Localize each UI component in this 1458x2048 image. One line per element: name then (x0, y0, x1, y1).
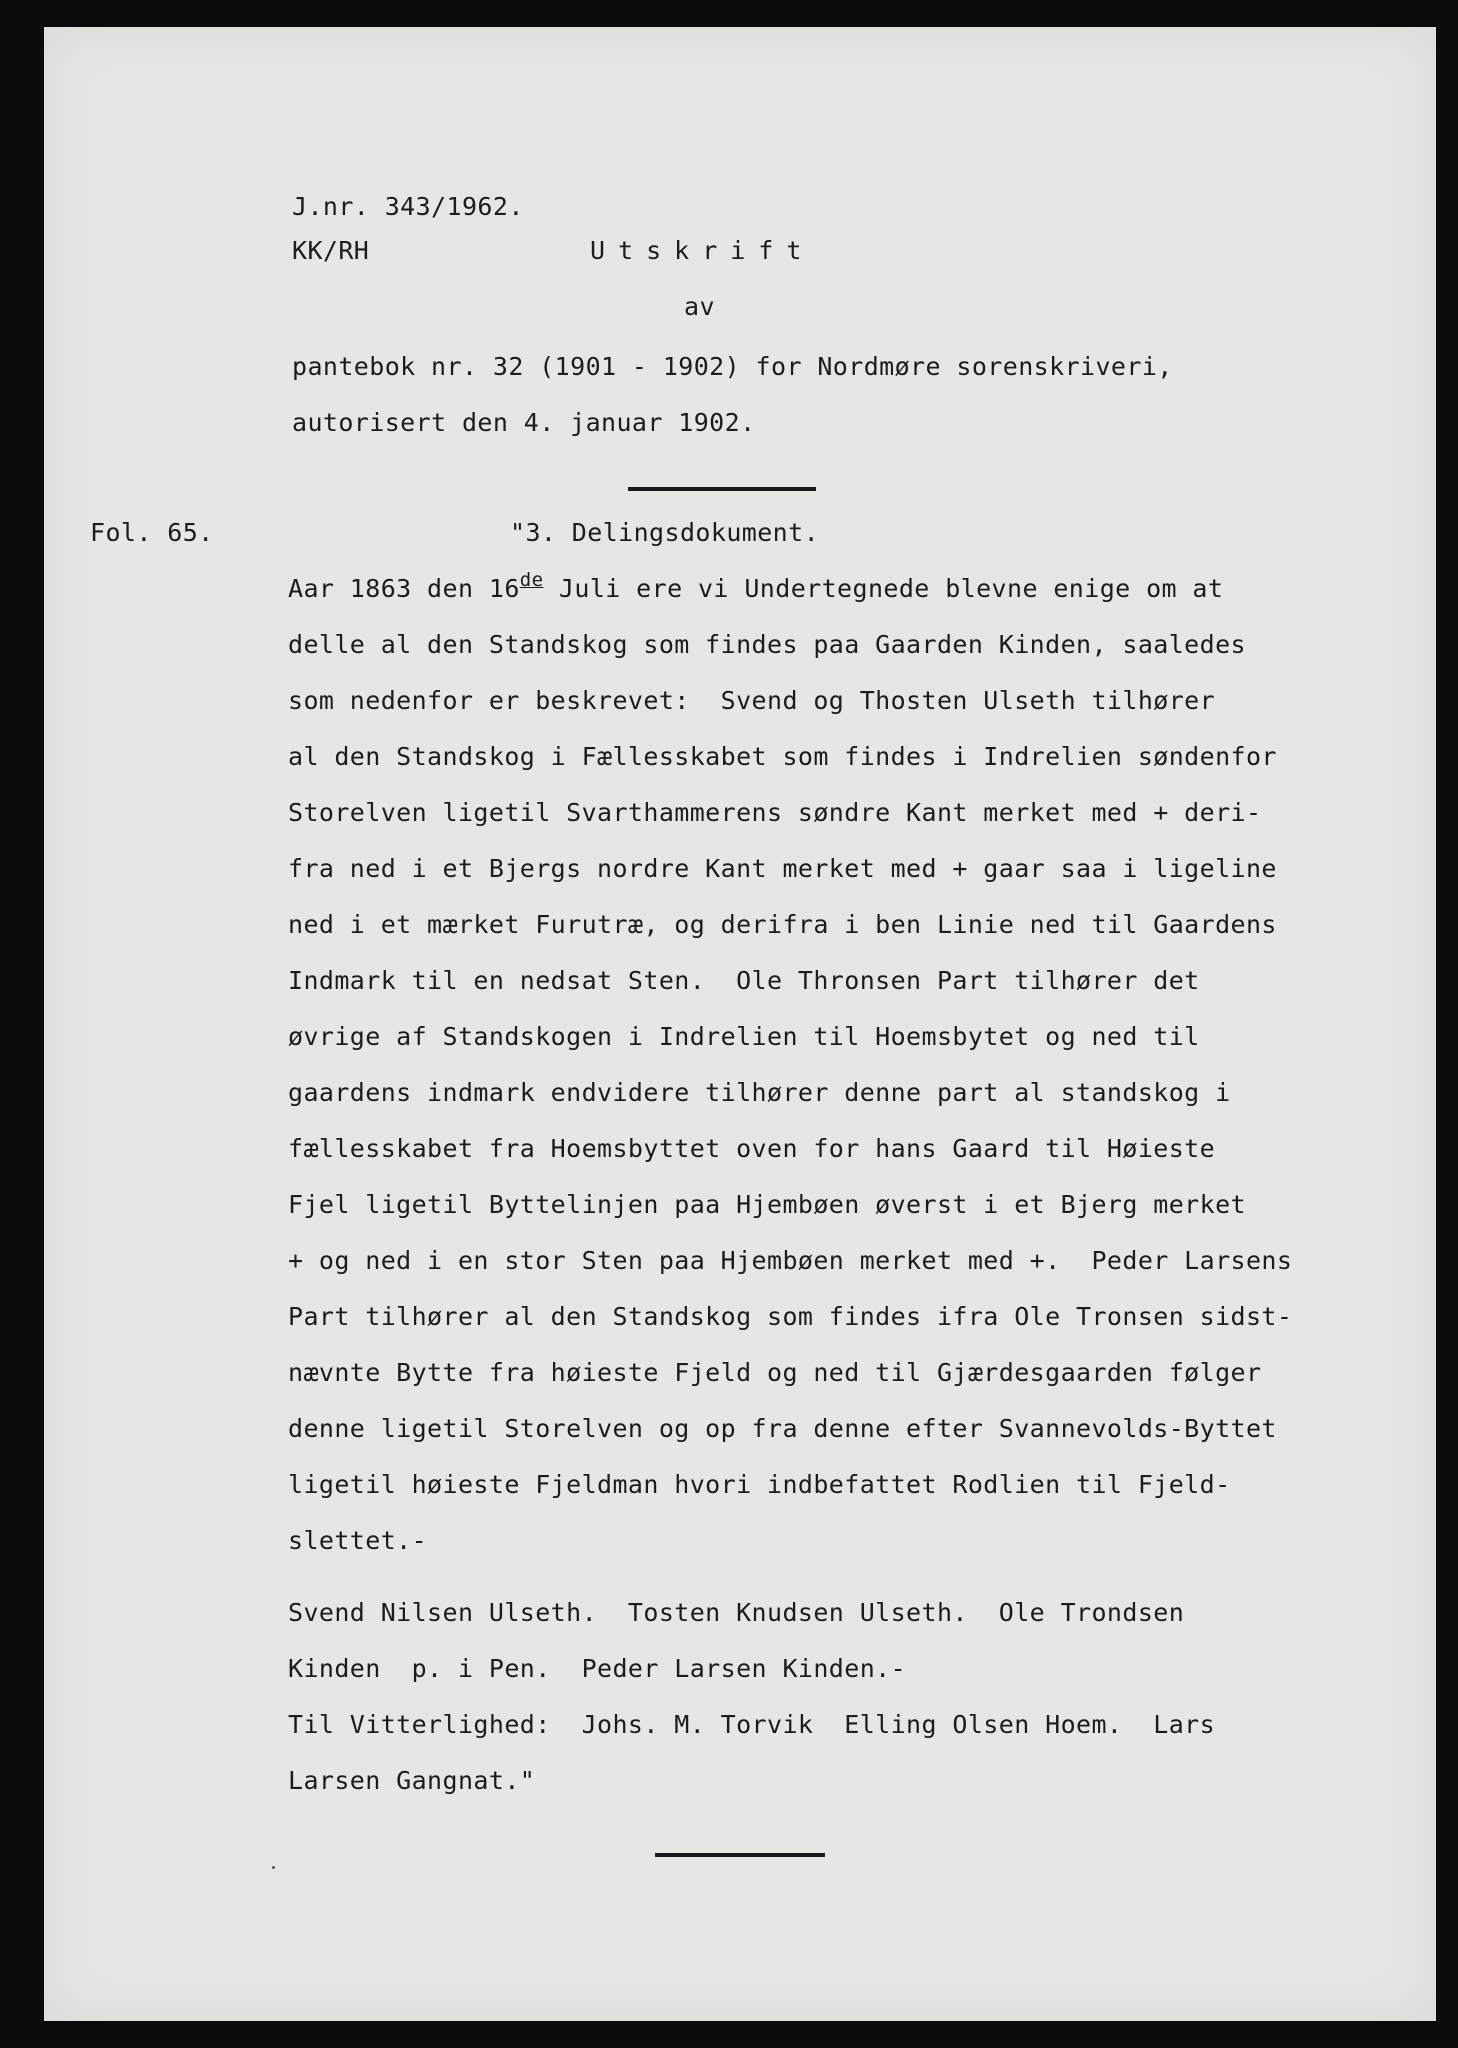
body-line: al den Standskog i Fællesskabet som findes i Indrelien søndenfor (288, 742, 1277, 771)
witnesses-line: Til Vitterlighed: Johs. M. Torvik Elling Olsen Hoem. Lars (288, 1710, 1216, 1739)
document-title: Utskrift (590, 236, 815, 265)
body-line: fra ned i et Bjergs nordre Kant merket med + gaar saa i ligeline (288, 854, 1277, 883)
body-line: gaardens indmark endvidere tilhører denne part al standskog i (288, 1078, 1231, 1107)
body-line: som nedenfor er beskrevet: Svend og Thosten Ulseth tilhører (288, 686, 1216, 715)
body-line: Fjel ligetil Byttelinjen paa Hjembøen øverst i et Bjerg merket (288, 1190, 1246, 1219)
first-line-before: Aar 1863 den 16 (288, 574, 520, 603)
body-line: slettet.- (288, 1526, 428, 1555)
signatories-line: Svend Nilsen Ulseth. Tosten Knudsen Ulseth. Ole Trondsen (288, 1598, 1185, 1627)
document-subtitle: av (684, 292, 715, 321)
body-line: øvrige af Standskogen i Indrelien til Hoemsbytet og ned til (288, 1022, 1200, 1051)
body-line: nævnte Bytte fra høieste Fjeld og ned til Gjærdesgaarden følger (288, 1358, 1262, 1387)
paper-speck (272, 1866, 275, 1869)
date-ordinal-superscript: de (519, 569, 544, 591)
body-line: denne ligetil Storelven og op fra denne efter Svannevolds-Byttet (288, 1414, 1277, 1443)
body-line: + og ned i en stor Sten paa Hjembøen merket med +. Peder Larsens (288, 1246, 1293, 1275)
body-line: ligetil høieste Fjeldman hvori indbefattet Rodlien til Fjeld- (288, 1470, 1231, 1499)
source-line-2: autorisert den 4. januar 1902. (292, 408, 756, 437)
body-line-first (288, 569, 1224, 604)
source-line-1: pantebok nr. 32 (1901 - 1902) for Nordmøre sorenskriveri, (292, 352, 1173, 381)
first-line-after: Juli ere vi Undertegnede blevne enige om at (543, 574, 1224, 603)
body-line: ned i et mærket Furutræ, og derifra i ben Linie ned til Gaardens (288, 910, 1277, 939)
folio-reference: Fol. 65. (90, 518, 214, 547)
signatories-line: Kinden p. i Pen. Peder Larsen Kinden.- (288, 1654, 907, 1683)
section-divider-bottom (655, 1853, 825, 1857)
body-line: fællesskabet fra Hoemsbyttet oven for hans Gaard til Høieste (288, 1134, 1216, 1163)
initials: KK/RH (292, 236, 370, 265)
body-line: Part tilhører al den Standskog som findes ifra Ole Tronsen sidst- (288, 1302, 1293, 1331)
journal-number: J.nr. 343/1962. (292, 192, 524, 221)
entry-heading: "3. Delingsdokument. (510, 518, 820, 547)
body-line: Storelven ligetil Svarthammerens søndre Kant merket med + deri- (288, 798, 1262, 827)
section-divider-top (628, 487, 816, 491)
body-line: delle al den Standskog som findes paa Gaarden Kinden, saaledes (288, 630, 1246, 659)
witnesses-line: Larsen Gangnat." (288, 1766, 536, 1795)
body-line: Indmark til en nedsat Sten. Ole Thronsen Part tilhører det (288, 966, 1200, 995)
